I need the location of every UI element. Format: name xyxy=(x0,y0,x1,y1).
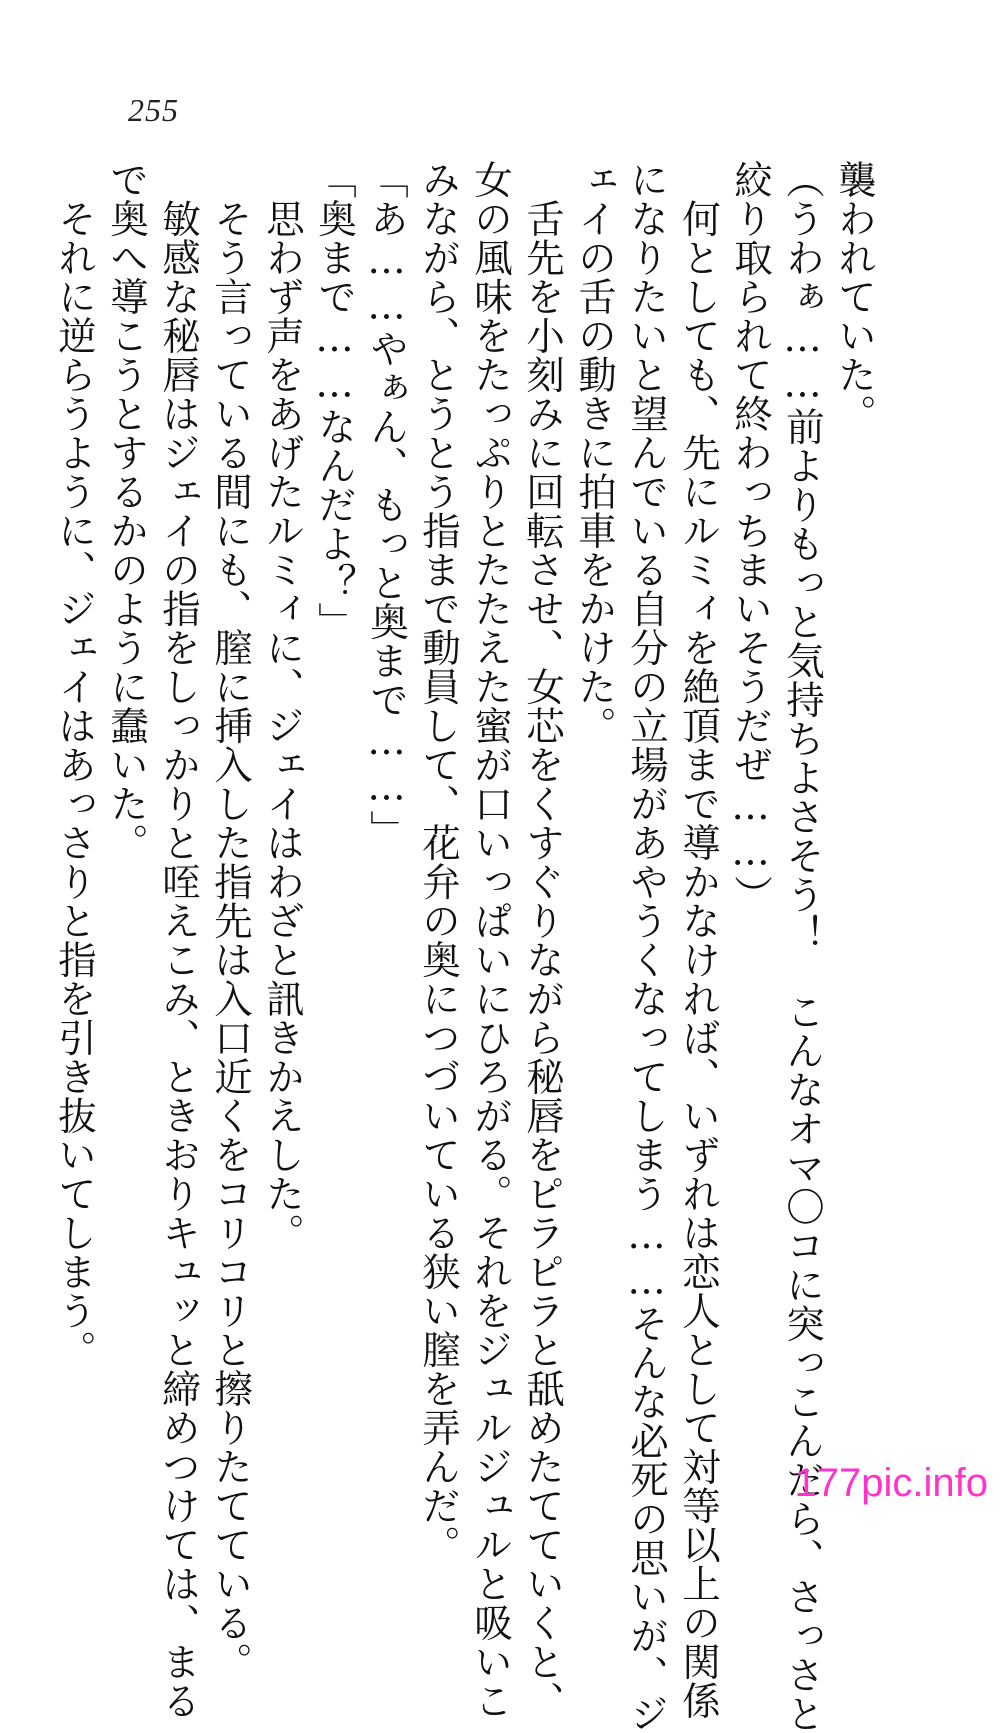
text-line: 襲われていた。 xyxy=(832,160,877,433)
text-line: それに逆らうように、ジェイはあっさりと指を引き抜いてしまう。 xyxy=(52,160,97,1369)
text-line: （うわぁ……前よりもっと気持ちよさそう！ こんなオマ〇コに突っこんだら、さっさと xyxy=(780,160,825,1733)
text-line: 舌先を小刻みに回転させ、女芯をくすぐりながら秘唇をピラピラと舐めたてていくと、 xyxy=(520,160,565,1720)
text-line: みながら、とうとう指まで動員して、花弁の奥につづいている狭い膣を弄んだ。 xyxy=(416,160,461,1564)
page-number: 255 xyxy=(128,92,179,128)
text-line: そう言っている間にも、膣に挿入した指先は入口近くをコリコリと擦りたてている。 xyxy=(208,160,253,1681)
watermark: 177pic.info xyxy=(794,1461,988,1505)
novel-text-block xyxy=(48,160,880,1733)
text-line: 何としても、先にルミィを絶頂まで導かなければ、いずれは恋人として対等以上の関係 xyxy=(676,160,721,1720)
text-line: 「あ……やぁん、もっと奥まで……」 xyxy=(364,160,409,849)
text-line: 敏感な秘唇はジェイの指をしっかりと咥えこみ、ときおりキュッと締めつけては、まる xyxy=(156,160,201,1720)
text-line: 「奥まで……なんだよ？」 xyxy=(312,160,357,641)
text-line: で奥へ導こうとするかのように蠢いた。 xyxy=(104,160,149,862)
text-line: 女の風味をたっぷりとたたえた蜜が口いっぱいにひろがる。それをジュルジュルと吸いこ xyxy=(468,160,513,1720)
text-line: 絞り取られて終わっちまいそうだぜ……） xyxy=(728,160,773,914)
text-line: になりたいと望んでいる自分の立場があやうくなってしまう……そんな必死の思いが、ジ xyxy=(624,160,669,1733)
text-line: 思わず声をあげたルミィに、ジェイはわざと訊きかえした。 xyxy=(260,160,305,1252)
text-line: ェイの舌の動きに拍車をかけた。 xyxy=(572,160,617,745)
